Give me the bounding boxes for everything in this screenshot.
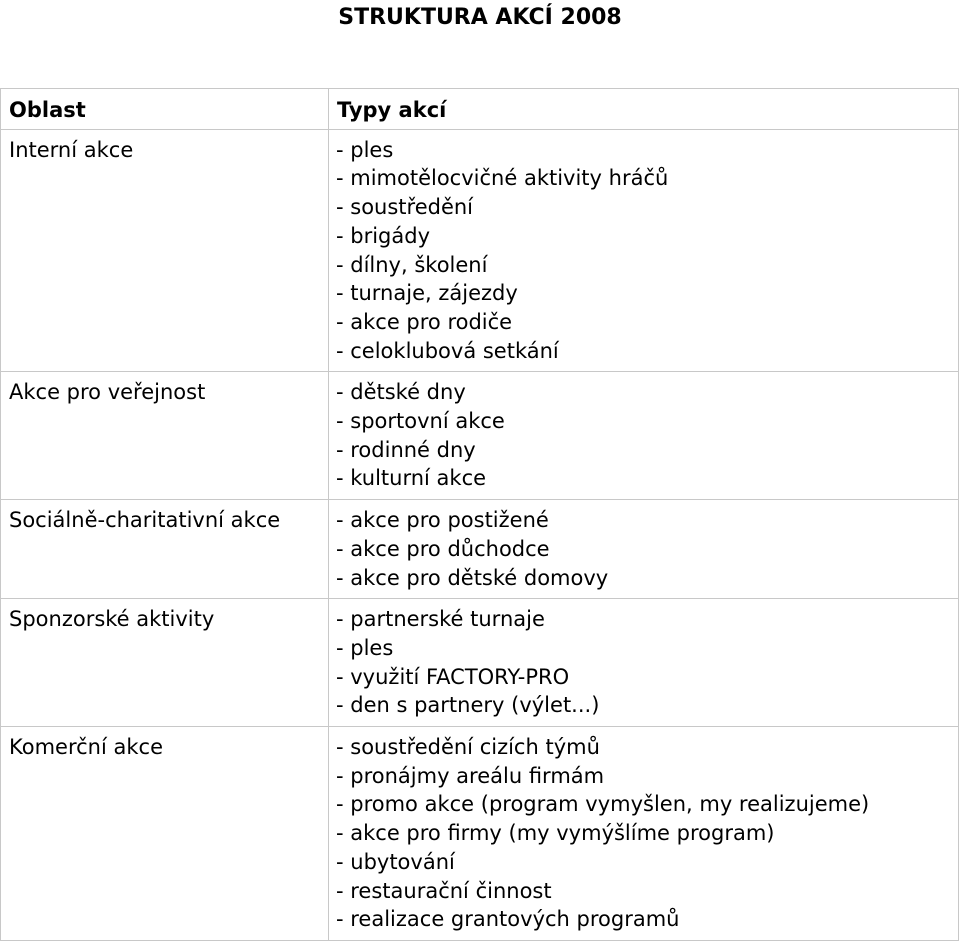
types-cell	[329, 372, 959, 500]
table-row	[1, 372, 959, 500]
table-row	[1, 129, 959, 372]
list-item: - akce pro rodiče	[336, 309, 513, 334]
area-cell: Akce pro veřejnost	[1, 372, 329, 500]
list-item: - akce pro dětské domovy	[336, 565, 609, 590]
list-item: - kulturní akce	[336, 466, 487, 491]
table-header-row	[1, 89, 959, 130]
list-item: - využití FACTORY-PRO	[336, 664, 570, 689]
header-area: Oblast	[1, 89, 329, 130]
types-cell	[329, 129, 959, 372]
list-item: - sportovní akce	[336, 409, 505, 434]
list-item: - celoklubová setkání	[336, 338, 559, 363]
list-item: - pronájmy areálu firmám	[336, 763, 605, 788]
list-item: - partnerské turnaje	[336, 607, 545, 632]
list-item: - akce pro firmy (my vymýšlíme program)	[336, 821, 775, 846]
list-item: - akce pro důchodce	[336, 536, 550, 561]
list-item: - den s partnery (výlet...)	[336, 693, 600, 718]
list-item: - ples	[336, 137, 394, 162]
list-item: - soustředění cizích týmů	[336, 735, 600, 760]
list-item: - dílny, školení	[336, 252, 488, 277]
table-row	[1, 500, 959, 599]
list-item: - soustředění	[336, 195, 474, 220]
list-item: - realizace grantových programů	[336, 907, 680, 932]
list-item: - dětské dny	[336, 380, 466, 405]
area-cell: Sponzorské aktivity	[1, 599, 329, 727]
document-title: STRUKTURA AKCÍ 2008	[338, 5, 622, 30]
table-row	[1, 727, 959, 941]
list-item: - brigády	[336, 223, 431, 248]
list-item: - akce pro postižené	[336, 508, 549, 533]
events-structure-table	[0, 88, 959, 941]
types-cell	[329, 599, 959, 727]
list-item: - ples	[336, 635, 394, 660]
area-cell: Komerční akce	[1, 727, 329, 941]
types-cell	[329, 727, 959, 941]
header-types: Typy akcí	[329, 89, 959, 130]
list-item: - turnaje, zájezdy	[336, 281, 518, 306]
area-cell: Sociálně-charitativní akce	[1, 500, 329, 599]
list-item: - restaurační činnost	[336, 878, 552, 903]
list-item: - mimotělocvičné aktivity hráčů	[336, 166, 669, 191]
types-cell	[329, 500, 959, 599]
list-item: - rodinné dny	[336, 437, 476, 462]
list-item: - ubytování	[336, 849, 455, 874]
table-row	[1, 599, 959, 727]
area-cell: Interní akce	[1, 129, 329, 372]
list-item: - promo akce (program vymyšlen, my realizujeme)	[336, 792, 870, 817]
